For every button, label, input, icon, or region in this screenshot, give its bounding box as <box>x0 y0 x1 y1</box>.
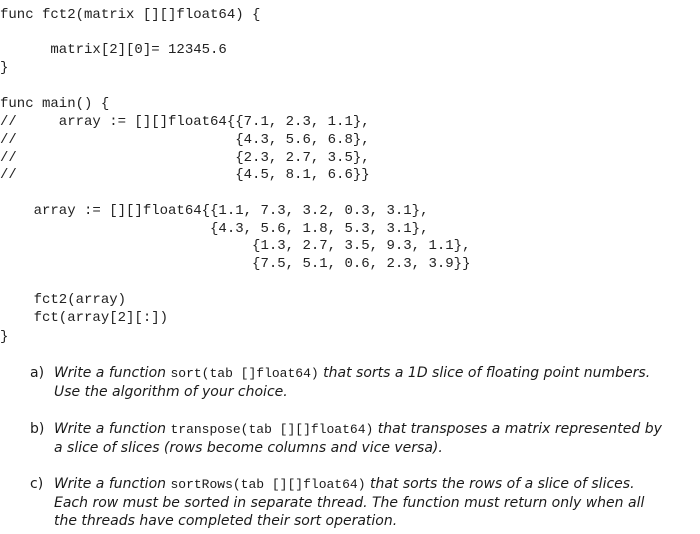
code-line: array := [][]float64{{1.1, 7.3, 3.2, 0.3, 3.1}, <box>0 203 429 219</box>
function-signature: transpose(tab [][]float64) <box>170 422 374 437</box>
question-b <box>30 420 670 457</box>
question-text-pre: Write a function <box>54 421 171 437</box>
code-line: } <box>0 60 9 76</box>
code-line: } <box>0 329 9 345</box>
question-text-pre: Write a function <box>54 365 171 381</box>
question-label: a) <box>30 365 45 381</box>
question-a <box>30 364 670 401</box>
question-c <box>30 475 670 530</box>
question-text-post: that sorts the rows of a slice of slices. Each row must be sorted in separate thread. The function must return only when all the threads have completed their sort operation. <box>54 476 645 529</box>
code-line: func main() { <box>0 96 110 112</box>
code-line: matrix[2][0]= 12345.6 <box>0 42 227 58</box>
code-line: // {4.5, 8.1, 6.6}} <box>0 167 370 183</box>
code-line: // {2.3, 2.7, 3.5}, <box>0 150 370 166</box>
question-text <box>54 475 670 530</box>
function-signature: sort(tab []float64) <box>170 366 319 381</box>
code-line: func fct2(matrix [][]float64) { <box>0 7 261 23</box>
question-label: c) <box>30 476 44 492</box>
question-text <box>54 420 670 457</box>
question-text <box>54 364 670 401</box>
code-line: fct2(array) <box>0 292 127 308</box>
question-text-post: that sorts a 1D slice of floating point numbers. Use the algorithm of your choice. <box>54 365 651 400</box>
question-text-pre: Write a function <box>54 476 171 492</box>
code-line: fct(array[2][:]) <box>0 310 169 326</box>
question-label: b) <box>30 421 45 437</box>
function-signature: sortRows(tab [][]float64) <box>170 477 366 492</box>
code-line: {4.3, 5.6, 1.8, 5.3, 3.1}, <box>0 221 429 237</box>
code-line: {1.3, 2.7, 3.5, 9.3, 1.1}, <box>0 238 471 254</box>
question-text-post: that transposes a matrix represented by a slice of slices (rows become columns and vice versa). <box>54 421 662 456</box>
code-line: {7.5, 5.1, 0.6, 2.3, 3.9}} <box>0 256 471 272</box>
code-line: // {4.3, 5.6, 6.8}, <box>0 132 370 148</box>
code-line: // array := [][]float64{{7.1, 2.3, 1.1}, <box>0 114 370 130</box>
